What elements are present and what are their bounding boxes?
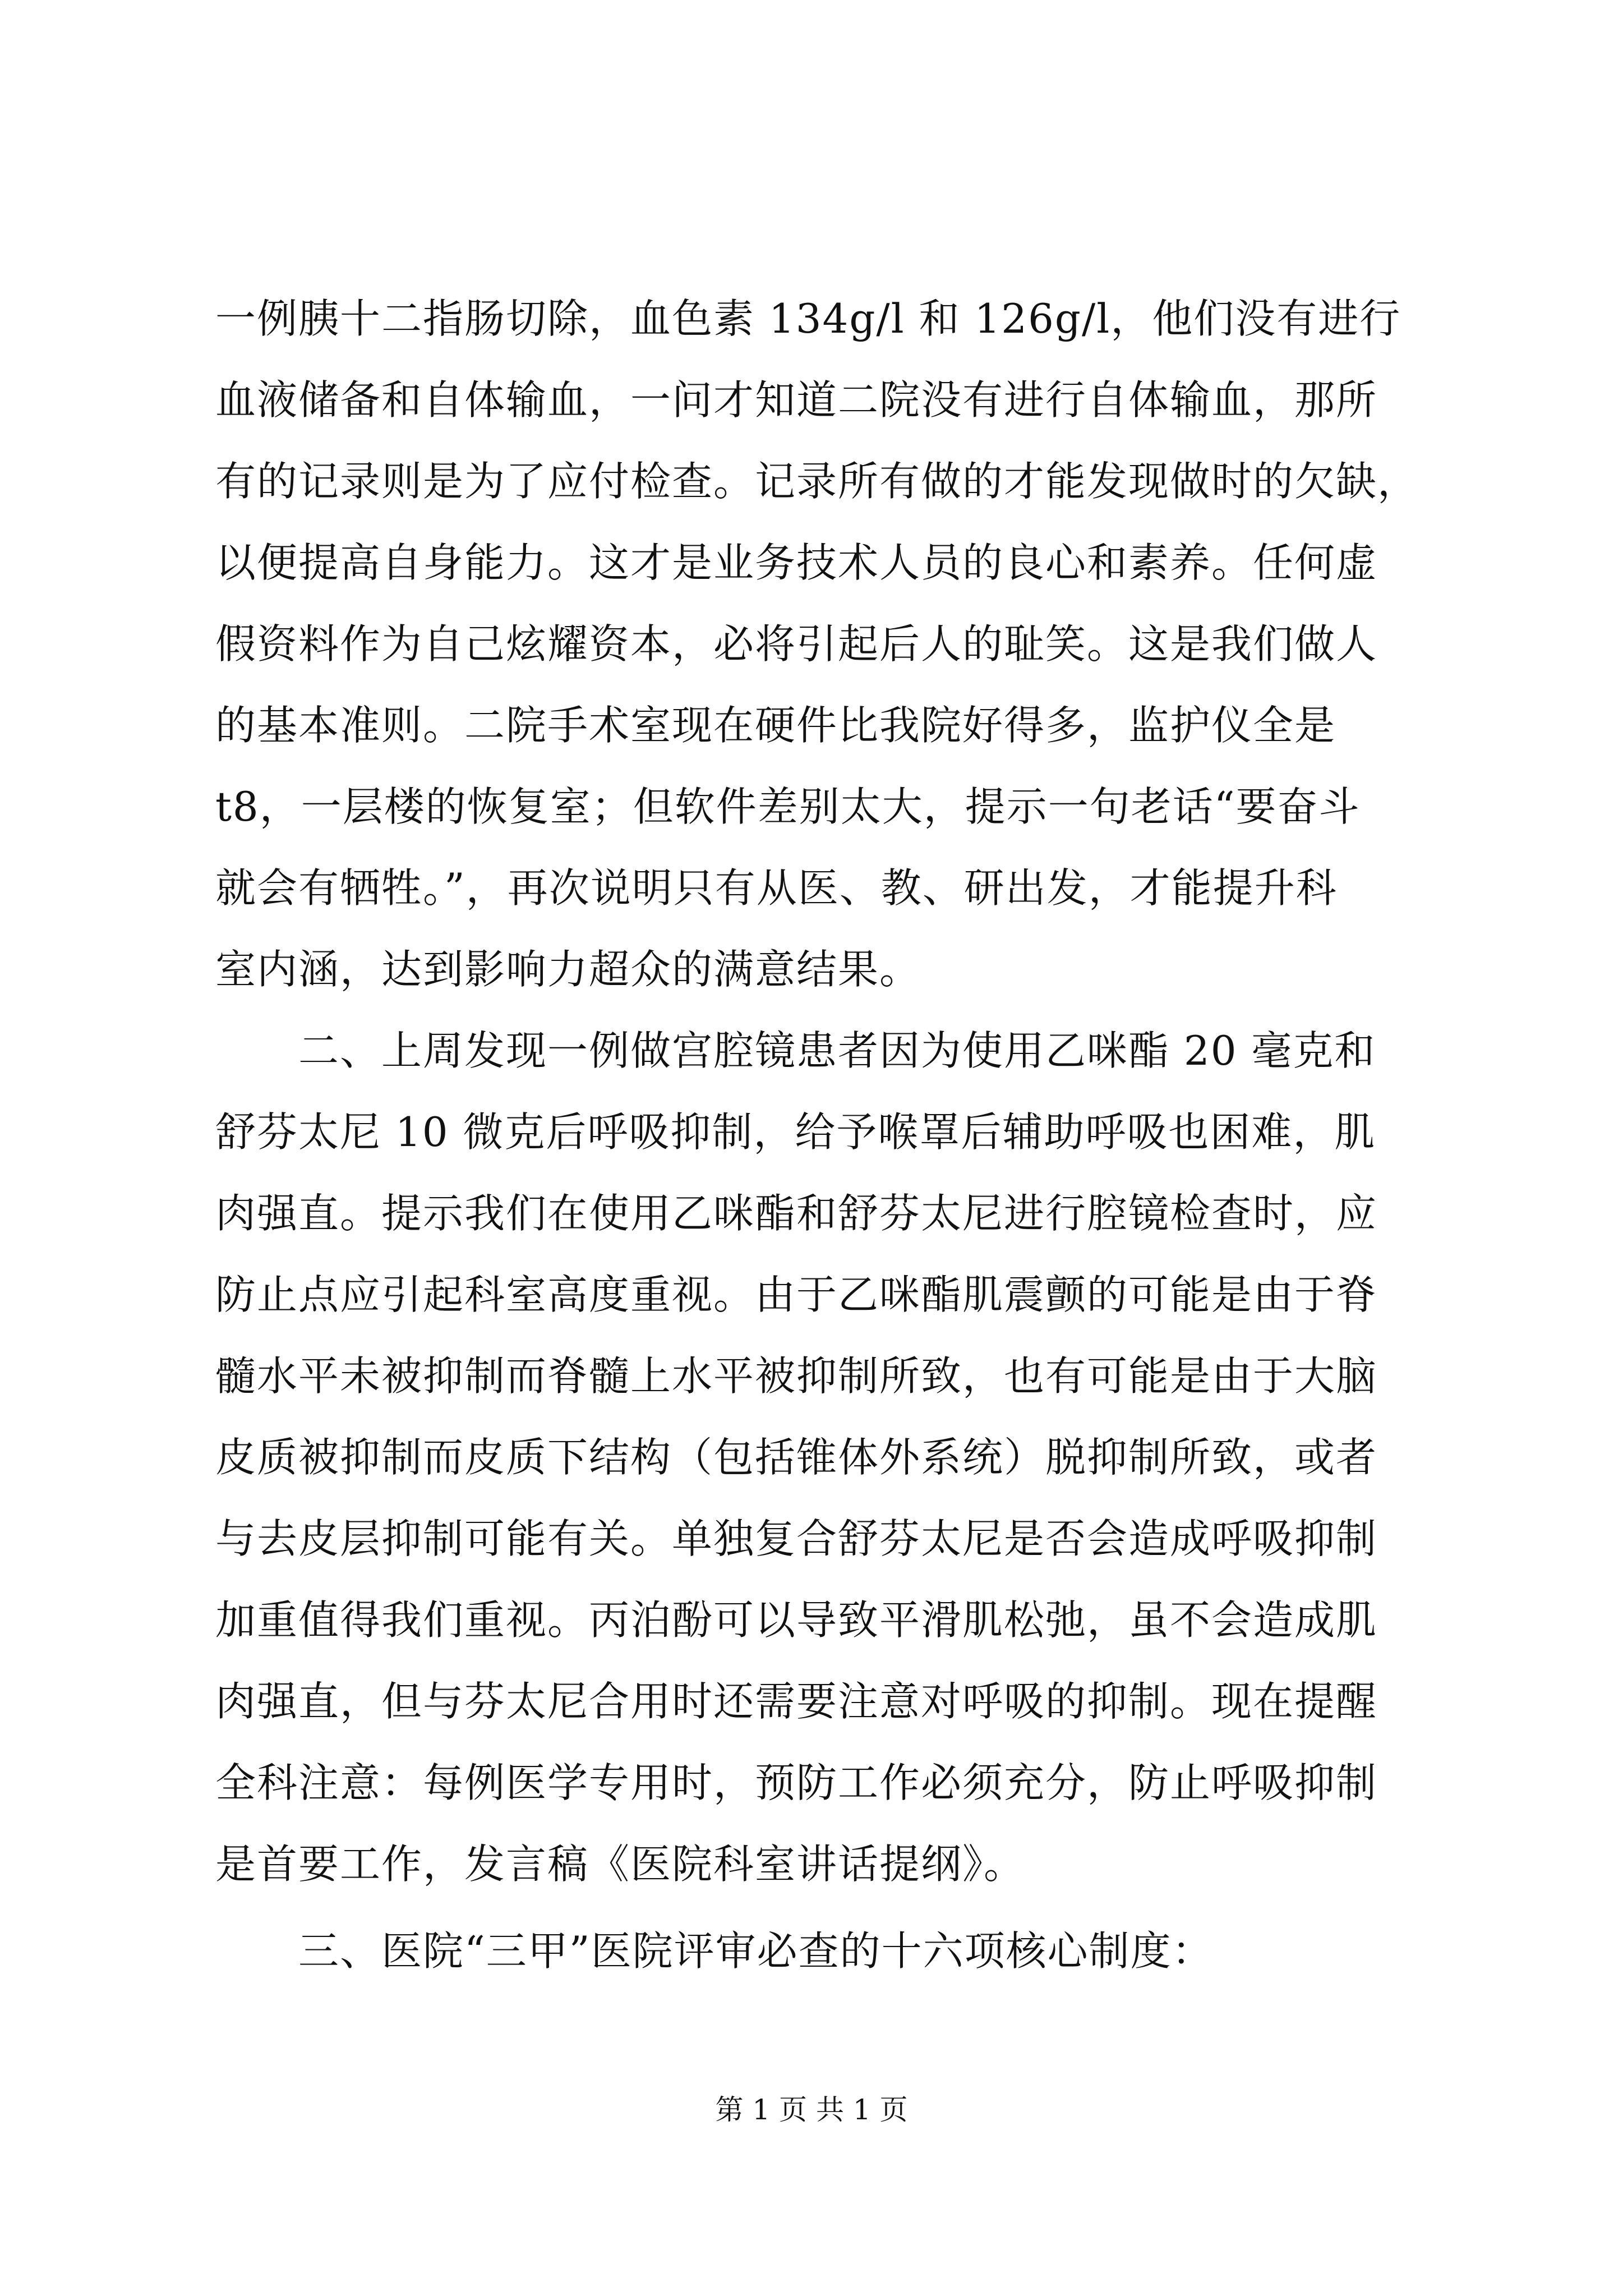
- text-line: 皮质被抑制而皮质下结构（包括锥体外系统）脱抑制所致，或者: [215, 1434, 1378, 1481]
- paragraph-two-start: 二、上周发现一例做宫腔镜患者因为使用乙咪酯 20 毫克和: [215, 1027, 1376, 1074]
- text-line: 假资料作为自己炫耀资本，必将引起后人的耻笑。这是我们做人: [215, 620, 1378, 668]
- text-line: 全科注意：每例医学专用时，预防工作必须充分，防止呼吸抑制: [215, 1759, 1378, 1806]
- text-line: 一例胰十二指肠切除，血色素 134g/l 和 126g/l，他们没有进行: [215, 295, 1401, 342]
- text-line: 以便提高自身能力。这才是业务技术人员的良心和素养。任何虚: [215, 539, 1378, 586]
- text-line: 与去皮层抑制可能有关。单独复合舒芬太尼是否会造成呼吸抑制: [215, 1515, 1378, 1562]
- text-line: t8，一层楼的恢复室；但软件差别太大，提示一句老话“要奋斗: [215, 783, 1361, 830]
- text-line: 是首要工作，发言稿《医院科室讲话提纲》。: [215, 1841, 1026, 1888]
- text-line: 有的记录则是为了应付检查。记录所有做的才能发现做时的欠缺，: [215, 458, 1419, 505]
- text-line: 肉强直。提示我们在使用乙咪酯和舒芬太尼进行腔镜检查时，应: [215, 1190, 1378, 1237]
- text-line: 防止点应引起科室高度重视。由于乙咪酯肌震颤的可能是由于脊: [215, 1271, 1378, 1318]
- text-line: 就会有牺牲。”，再次说明只有从医、教、研出发，才能提升科: [215, 864, 1338, 912]
- text-line: 血液储备和自体输血，一问才知道二院没有进行自体输血，那所: [215, 376, 1378, 424]
- paragraph-three-heading: 三、医院“三甲”医院评审必查的十六项核心制度：: [215, 1927, 1214, 1975]
- page-number-footer: 第 1 页 共 1 页: [715, 2093, 908, 2126]
- text-line: 肉强直，但与芬太尼合用时还需要注意对呼吸的抑制。现在提醒: [215, 1678, 1378, 1725]
- text-line: 加重值得我们重视。丙泊酚可以导致平滑肌松弛，虽不会造成肌: [215, 1596, 1378, 1644]
- text-line: 舒芬太尼 10 微克后呼吸抑制，给予喉罩后辅助呼吸也困难，肌: [215, 1108, 1376, 1156]
- text-line: 室内涵，达到影响力超众的满意结果。: [215, 946, 921, 993]
- text-line: 髓水平未被抑制而脊髓上水平被抑制所致，也有可能是由于大脑: [215, 1352, 1378, 1400]
- text-line: 的基本准则。二院手术室现在硬件比我院好得多，监护仪全是: [215, 702, 1336, 749]
